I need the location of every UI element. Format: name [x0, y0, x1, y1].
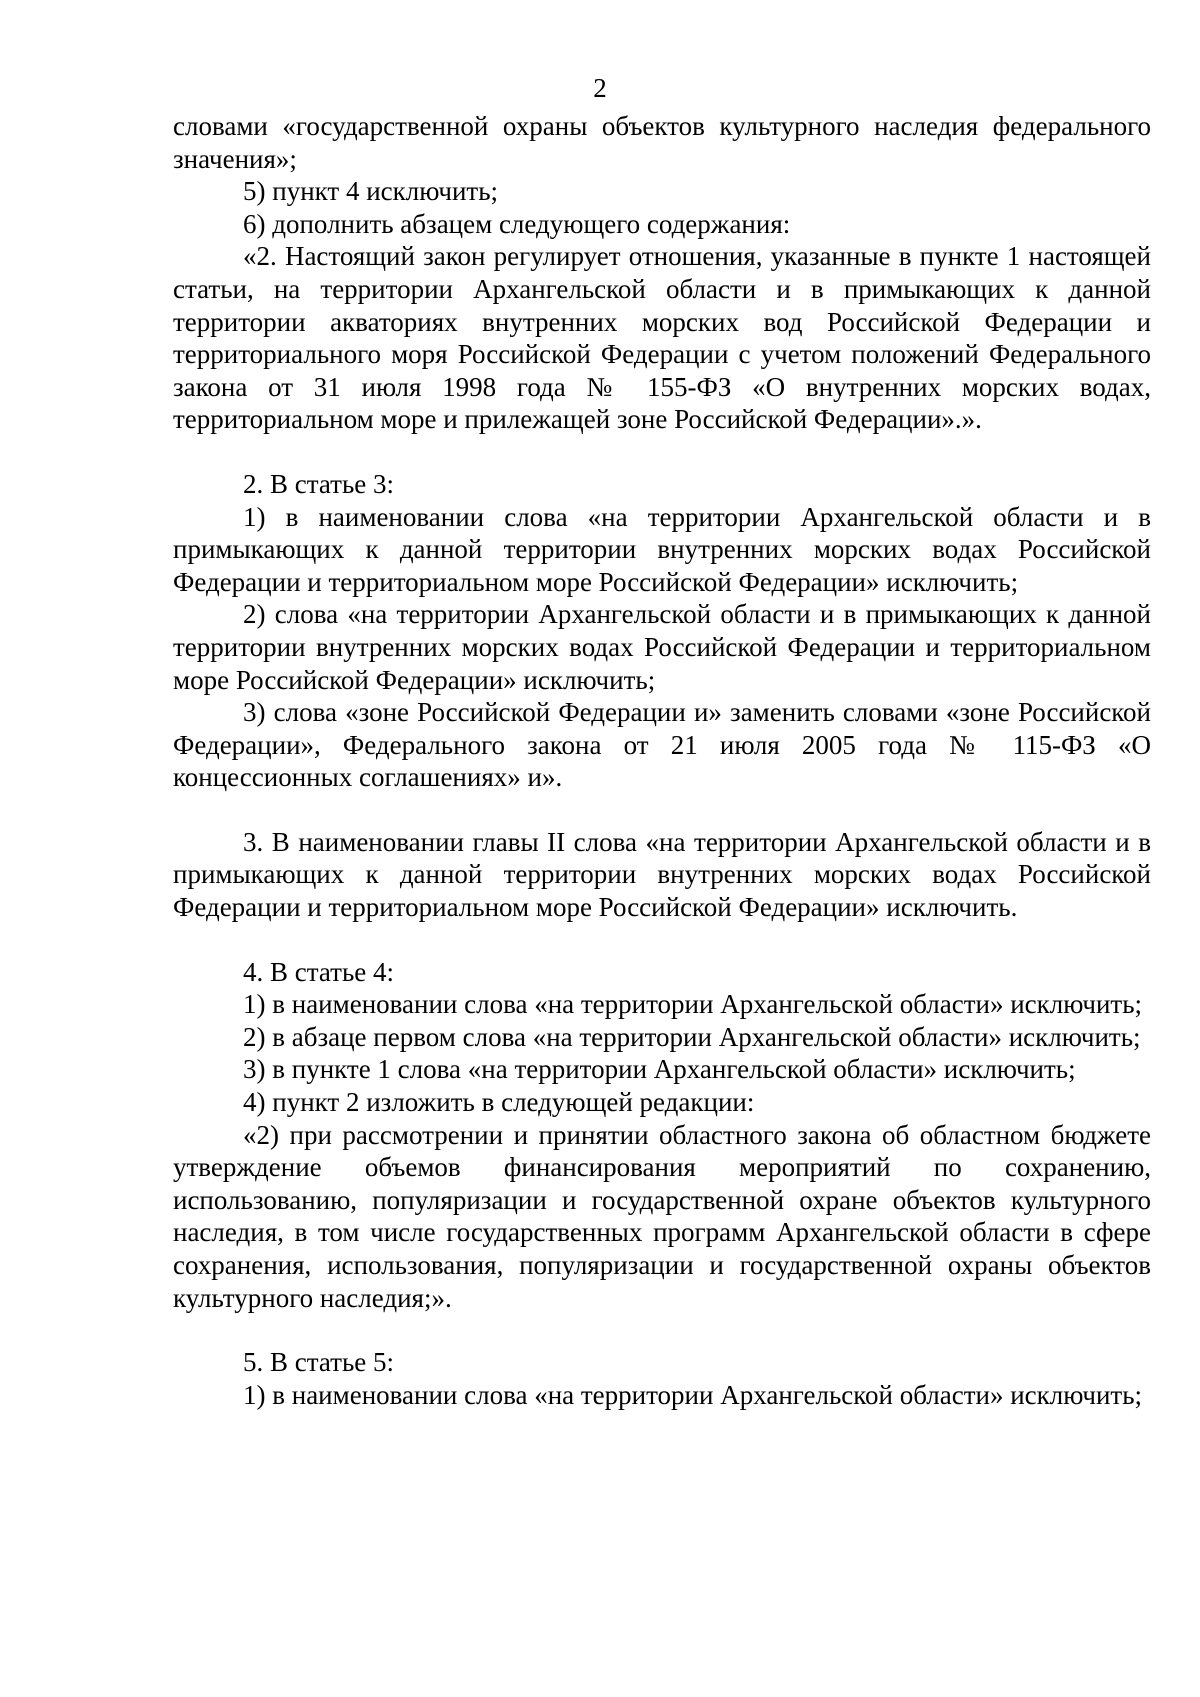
document-body [173, 110, 1151, 1411]
paragraph: 3) слова «зоне Российской Федерации и» заменить словами «зоне Российской Федерации», Федерального закона от 21 июля 2005 года № 115-ФЗ «О концессионных соглашениях» и». [173, 697, 1151, 793]
paragraph: «2. Настоящий закон регулирует отношения, указанные в пункте 1 настоящей статьи, на территории Архангельской области и в примыкающих к данной территории акваториях внутренних морских вод Российской Федерации и территориального моря Российской Федерации с учетом положений Федерального закона от 31 июля 1998 года № 155-ФЗ «О внутренних морских водах, территориальном море и прилежащей зоне Российской Федерации».». [173, 241, 1151, 435]
paragraph: 1) в наименовании слова «на территории Архангельской области» исключить; [243, 1379, 1143, 1410]
paragraph: 5) пункт 4 исключить; [243, 176, 499, 207]
paragraph: 5. В статье 5: [243, 1347, 395, 1378]
paragraph: 3. В наименовании главы II слова «на территории Архангельской области и в примыкающих к данной территории внутренних морских водах Российской Федерации и территориальном море Российской Федерации» исключить. [173, 826, 1151, 923]
paragraph: 6) дополнить абзацем следующего содержания: [243, 208, 791, 239]
paragraph: 3) в пункте 1 слова «на территории Архангельской области» исключить; [243, 1054, 1076, 1085]
paragraph: 2. В статье 3: [243, 468, 395, 499]
paragraph: словами «государственной охраны объектов культурного наследия федерального значения»; [173, 111, 1151, 174]
paragraph: 1) в наименовании слова «на территории Архангельской области» исключить; [243, 989, 1143, 1020]
page-number: 2 [593, 73, 607, 103]
paragraph: 1) в наименовании слова «на территории Архангельской области и в примыкающих к данной территории внутренних морских водах Российской Федерации и территориальном море Российской Федерации» исключить; [173, 501, 1151, 597]
paragraph: 2) в абзаце первом слова «на территории Архангельской области» исключить; [243, 1021, 1141, 1052]
paragraph: 4) пункт 2 изложить в следующей редакции: [243, 1087, 755, 1118]
paragraph: 4. В статье 4: [243, 956, 395, 987]
paragraph: 2) слова «на территории Архангельской области и в примыкающих к данной территории внутренних морских водах Российской Федерации и территориальном море Российской Федерации» исключить; [173, 599, 1151, 695]
paragraph: «2) при рассмотрении и принятии областного закона об областном бюджете утверждение объемов финансирования мероприятий по сохранению, использованию, популяризации и государственной охране объектов культурного наследия, в том числе государственных программ Архангельской области в сфере сохранения, использования, популяризации и государственной охраны объектов культурного наследия;». [173, 1119, 1151, 1313]
